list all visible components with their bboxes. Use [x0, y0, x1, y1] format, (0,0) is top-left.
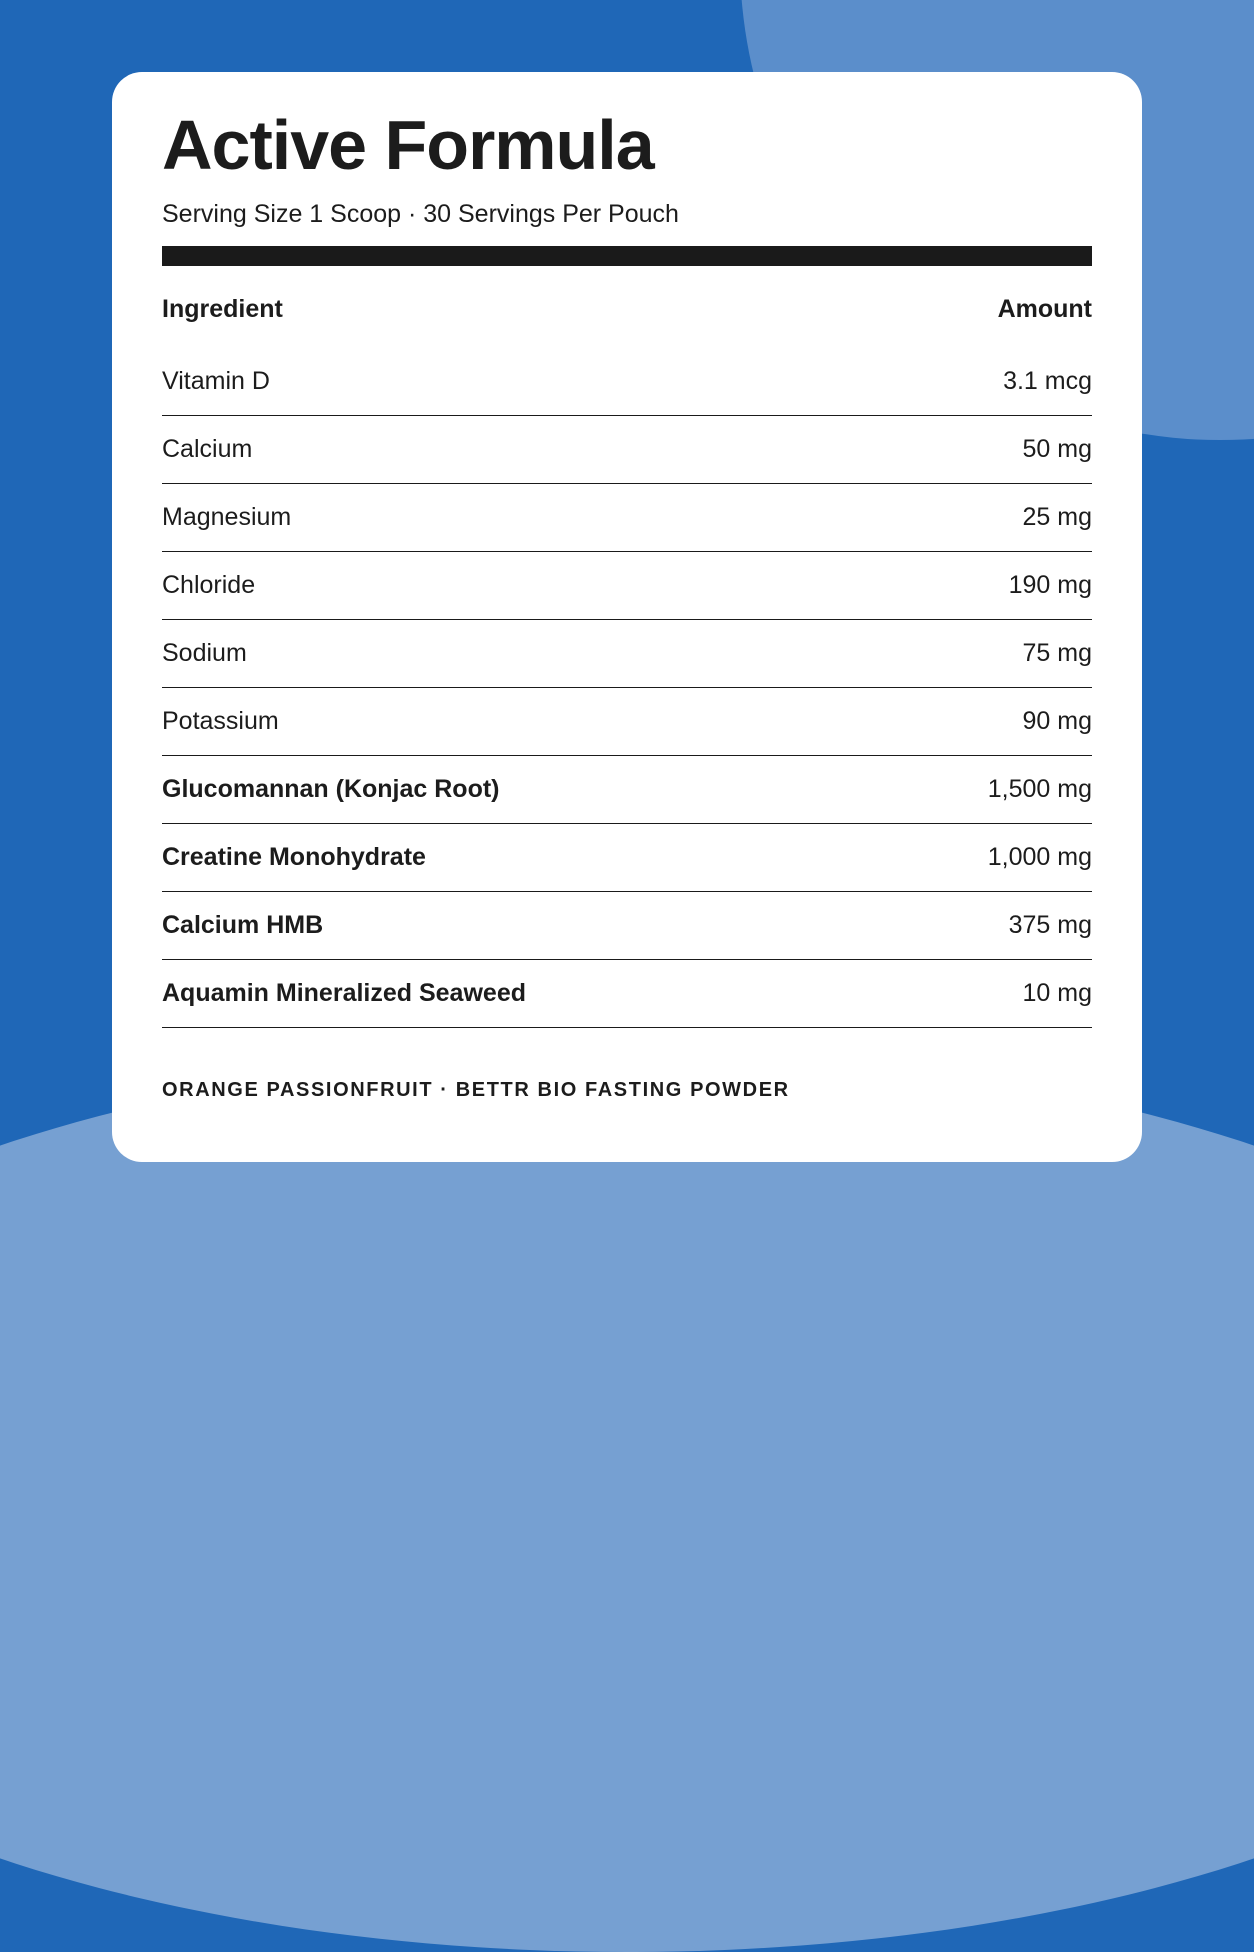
header-divider: [162, 246, 1092, 266]
table-row: [162, 416, 1092, 484]
ingredient-amount: 10 mg: [1022, 979, 1092, 1007]
ingredient-name: Calcium: [162, 435, 253, 463]
ingredient-amount: 50 mg: [1022, 435, 1092, 463]
product-footer: ORANGE PASSIONFRUIT · BETTR BIO FASTING POWDER: [162, 1079, 790, 1101]
ingredient-name: Potassium: [162, 707, 279, 735]
ingredient-name: Glucomannan (Konjac Root): [162, 775, 500, 803]
ingredient-amount: 1,000 mg: [987, 843, 1092, 871]
table-row: [162, 892, 1092, 960]
supplement-facts-card: [112, 72, 1142, 1162]
table-row: [162, 756, 1092, 824]
ingredient-amount: 3.1 mcg: [1003, 367, 1092, 395]
ingredient-name: Magnesium: [162, 503, 292, 531]
label-title: Active Formula: [162, 106, 654, 184]
serving-info: Serving Size 1 Scoop · 30 Servings Per Pouch: [162, 200, 679, 228]
ingredient-amount: 1,500 mg: [987, 775, 1092, 803]
ingredient-amount: 75 mg: [1022, 639, 1092, 667]
table-row: [162, 484, 1092, 552]
ingredient-column-header: Ingredient: [162, 294, 283, 323]
ingredient-name: Vitamin D: [162, 367, 270, 395]
table-row: [162, 960, 1092, 1028]
ingredient-name: Sodium: [162, 639, 247, 667]
ingredients-table: [162, 270, 1092, 1028]
table-row: [162, 824, 1092, 892]
table-row: [162, 552, 1092, 620]
ingredient-name: Calcium HMB: [162, 911, 324, 939]
table-row: [162, 348, 1092, 416]
ingredient-name: Chloride: [162, 571, 256, 599]
ingredient-name: Creatine Monohydrate: [162, 843, 426, 871]
table-row: [162, 620, 1092, 688]
background-blob-bottom: [0, 1052, 1254, 1952]
ingredient-name: Aquamin Mineralized Seaweed: [162, 979, 526, 1007]
table-header: [162, 270, 1092, 348]
ingredient-amount: 90 mg: [1022, 707, 1092, 735]
table-row: [162, 688, 1092, 756]
amount-column-header: Amount: [997, 294, 1092, 323]
ingredient-amount: 375 mg: [1008, 911, 1092, 939]
ingredient-amount: 190 mg: [1008, 571, 1092, 599]
ingredient-amount: 25 mg: [1022, 503, 1092, 531]
